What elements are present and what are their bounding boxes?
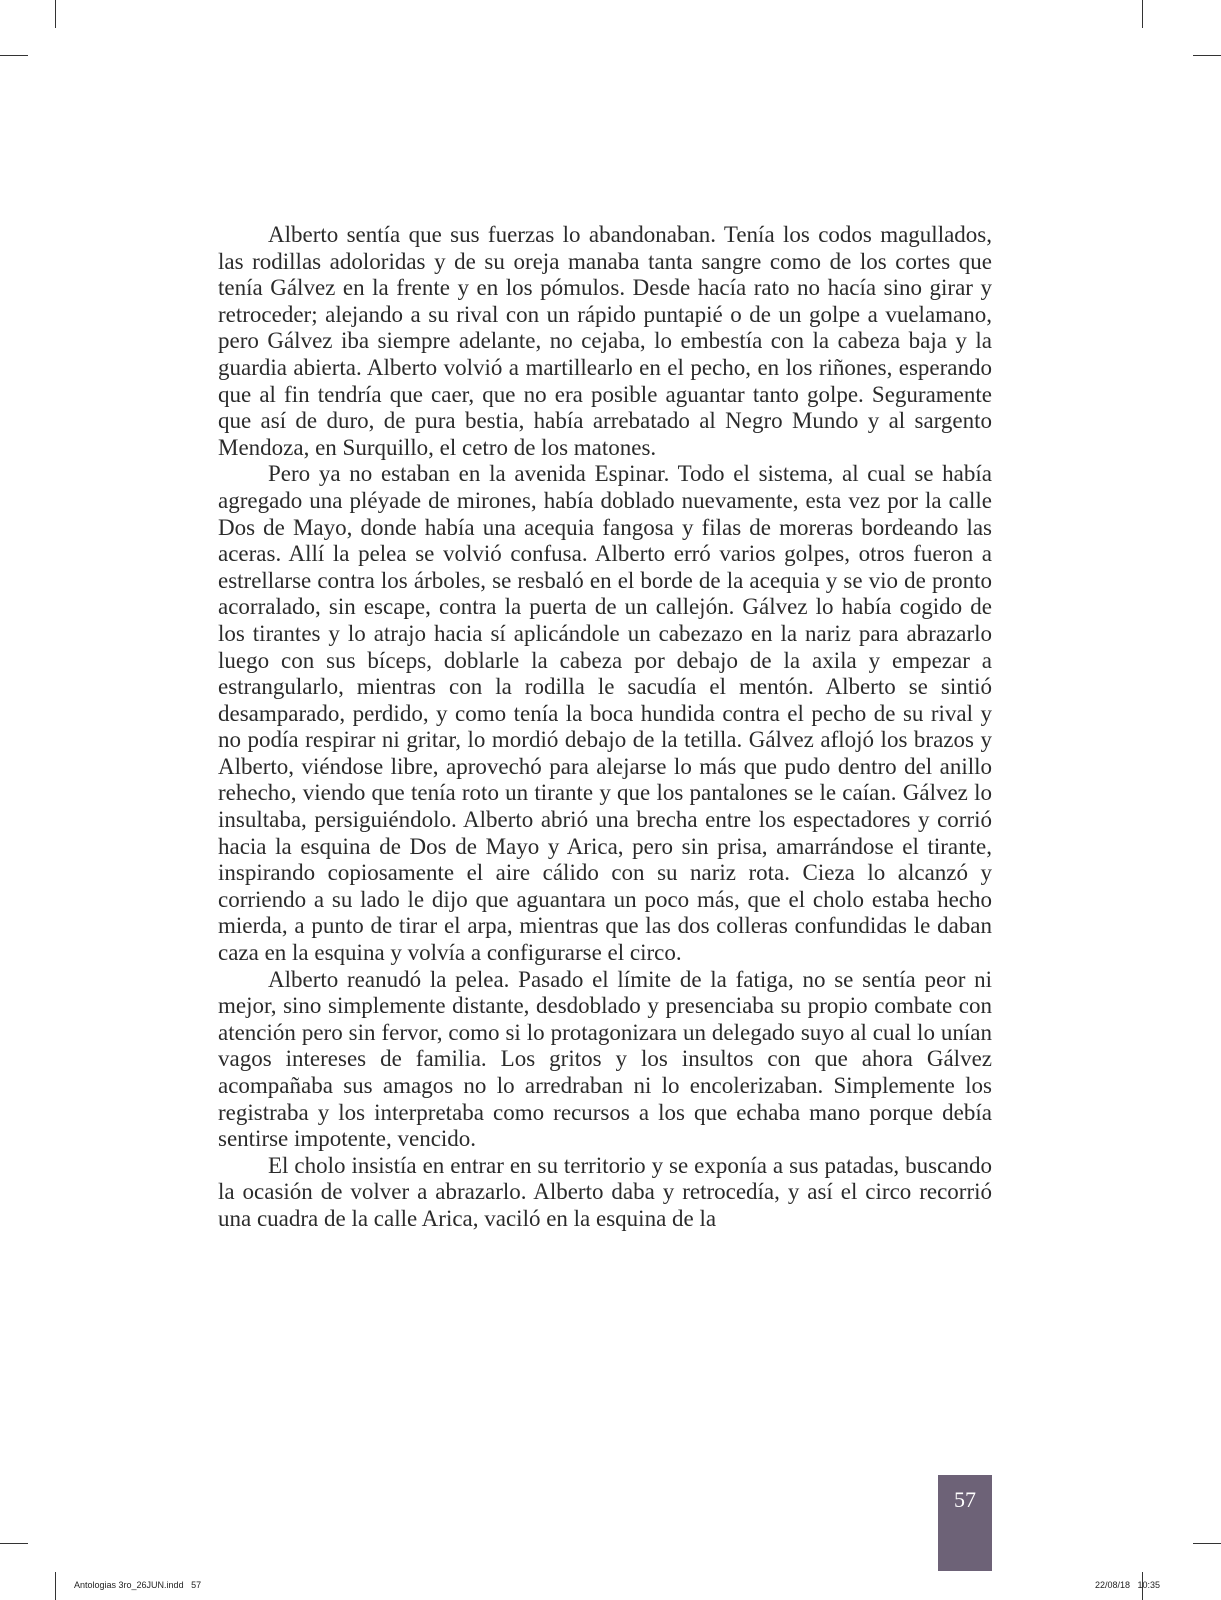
paragraph-4: El cholo insistía en entrar en su territorio y se exponía a sus patadas, buscando la ocasión de volver a abrazarlo. Alberto daba y retrocedía, y así el circo recorrió una cuadra de la calle Arica, vaciló en la esquina de la — [218, 1152, 992, 1231]
body-text — [218, 222, 992, 1233]
slug-file-info: Antologias 3ro_26JUN.indd 57 — [74, 1580, 202, 1590]
paragraph-2: Pero ya no estaban en la avenida Espinar. Todo el sistema, al cual se había agregado una pléyade de mirones, había doblado nuevamente, esta vez por la calle Dos de Mayo, donde había una acequia fangosa y filas de moreras bordeando las aceras. Allí la pelea se volvió confusa. Alberto erró varios golpes, otros fueron a estrellarse contra los árboles, se resbaló en el borde de la acequia y se vio de pronto acorralado, sin escape, contra la puerta de un callejón. Gálvez lo había cogido de los tirantes y lo atrajo hacia sí aplicándole un cabezazo en la nariz para abrazarlo luego con sus bíceps, doblarle la cabeza por debajo de la axila y empezar a estrangularlo, mientras con la rodilla le sacudía el mentón. Alberto se sintió desamparado, perdido, y como tenía la boca hundida contra el pecho de su rival y no podía respirar ni gritar, lo mordió debajo de la tetilla. Gálvez aflojó los brazos y Alberto, viéndose libre, aprovechó para alejarse lo más que pudo dentro del anillo rehecho, viendo que tenía roto un tirante y que los pantalones se le caían. Gálvez lo insultaba, persiguiéndolo. Alberto abrió una brecha entre los espectadores y corrió hacia la esquina de Dos de Mayo y Arica, pero sin prisa, amarrándose el tirante, inspirando copiosamente el aire cálido con su nariz rota. Cieza lo alcanzó y corriendo a su lado le dijo que aguantara un poco más, que el cholo estaba hecho mierda, a punto de tirar el arpa, mientras que las dos colleras confundidas le daban caza en la esquina y volvía a configurarse el circo. — [218, 461, 992, 966]
page-number-tab — [938, 1475, 992, 1571]
crop-mark-bottom-left-horizontal — [0, 1543, 28, 1544]
crop-mark-top-left-horizontal — [0, 55, 28, 56]
crop-mark-top-right-horizontal — [1193, 55, 1221, 56]
crop-mark-top-left-vertical — [55, 0, 56, 28]
crop-mark-bottom-right-horizontal — [1193, 1543, 1221, 1544]
crop-mark-bottom-left-vertical — [55, 1572, 56, 1600]
page-number: 57 — [954, 1487, 976, 1512]
crop-mark-top-right-vertical — [1142, 0, 1143, 28]
slug-date-time: 22/08/18 10:35 — [1094, 1580, 1160, 1590]
paragraph-1: Alberto sentía que sus fuerzas lo abandonaban. Tenía los codos magullados, las rodillas adoloridas y de su oreja manaba tanta sangre como de los cortes que tenía Gálvez en la frente y en los pómulos. Desde hacía rato no hacía sino girar y retroceder; alejando a su rival con un rápido puntapié o de un golpe a vuelamano, pero Gálvez iba siempre adelante, no cejaba, lo embestía con la cabeza baja y la guardia abierta. Alberto volvió a martillearlo en el pecho, en los riñones, esperando que al fin tendría que caer, que no era posible aguantar tanto golpe. Seguramente que así de duro, de pura bestia, había arrebatado al Negro Mundo y al sargento Mendoza, en Surquillo, el cetro de los matones. — [218, 222, 992, 460]
paragraph-3: Alberto reanudó la pelea. Pasado el límite de la fatiga, no se sentía peor ni mejor, sino simplemente distante, desdoblado y presenciaba su propio combate con atención pero sin fervor, como si lo protagonizara un delegado suyo al cual lo unían vagos intereses de familia. Los gritos y los insultos con que ahora Gálvez acompañaba sus amagos no lo arredraban ni lo encolerizaban. Simplemente los registraba y los interpretaba como recursos a los que echaba mano porque debía sentirse impotente, vencido. — [218, 966, 992, 1152]
